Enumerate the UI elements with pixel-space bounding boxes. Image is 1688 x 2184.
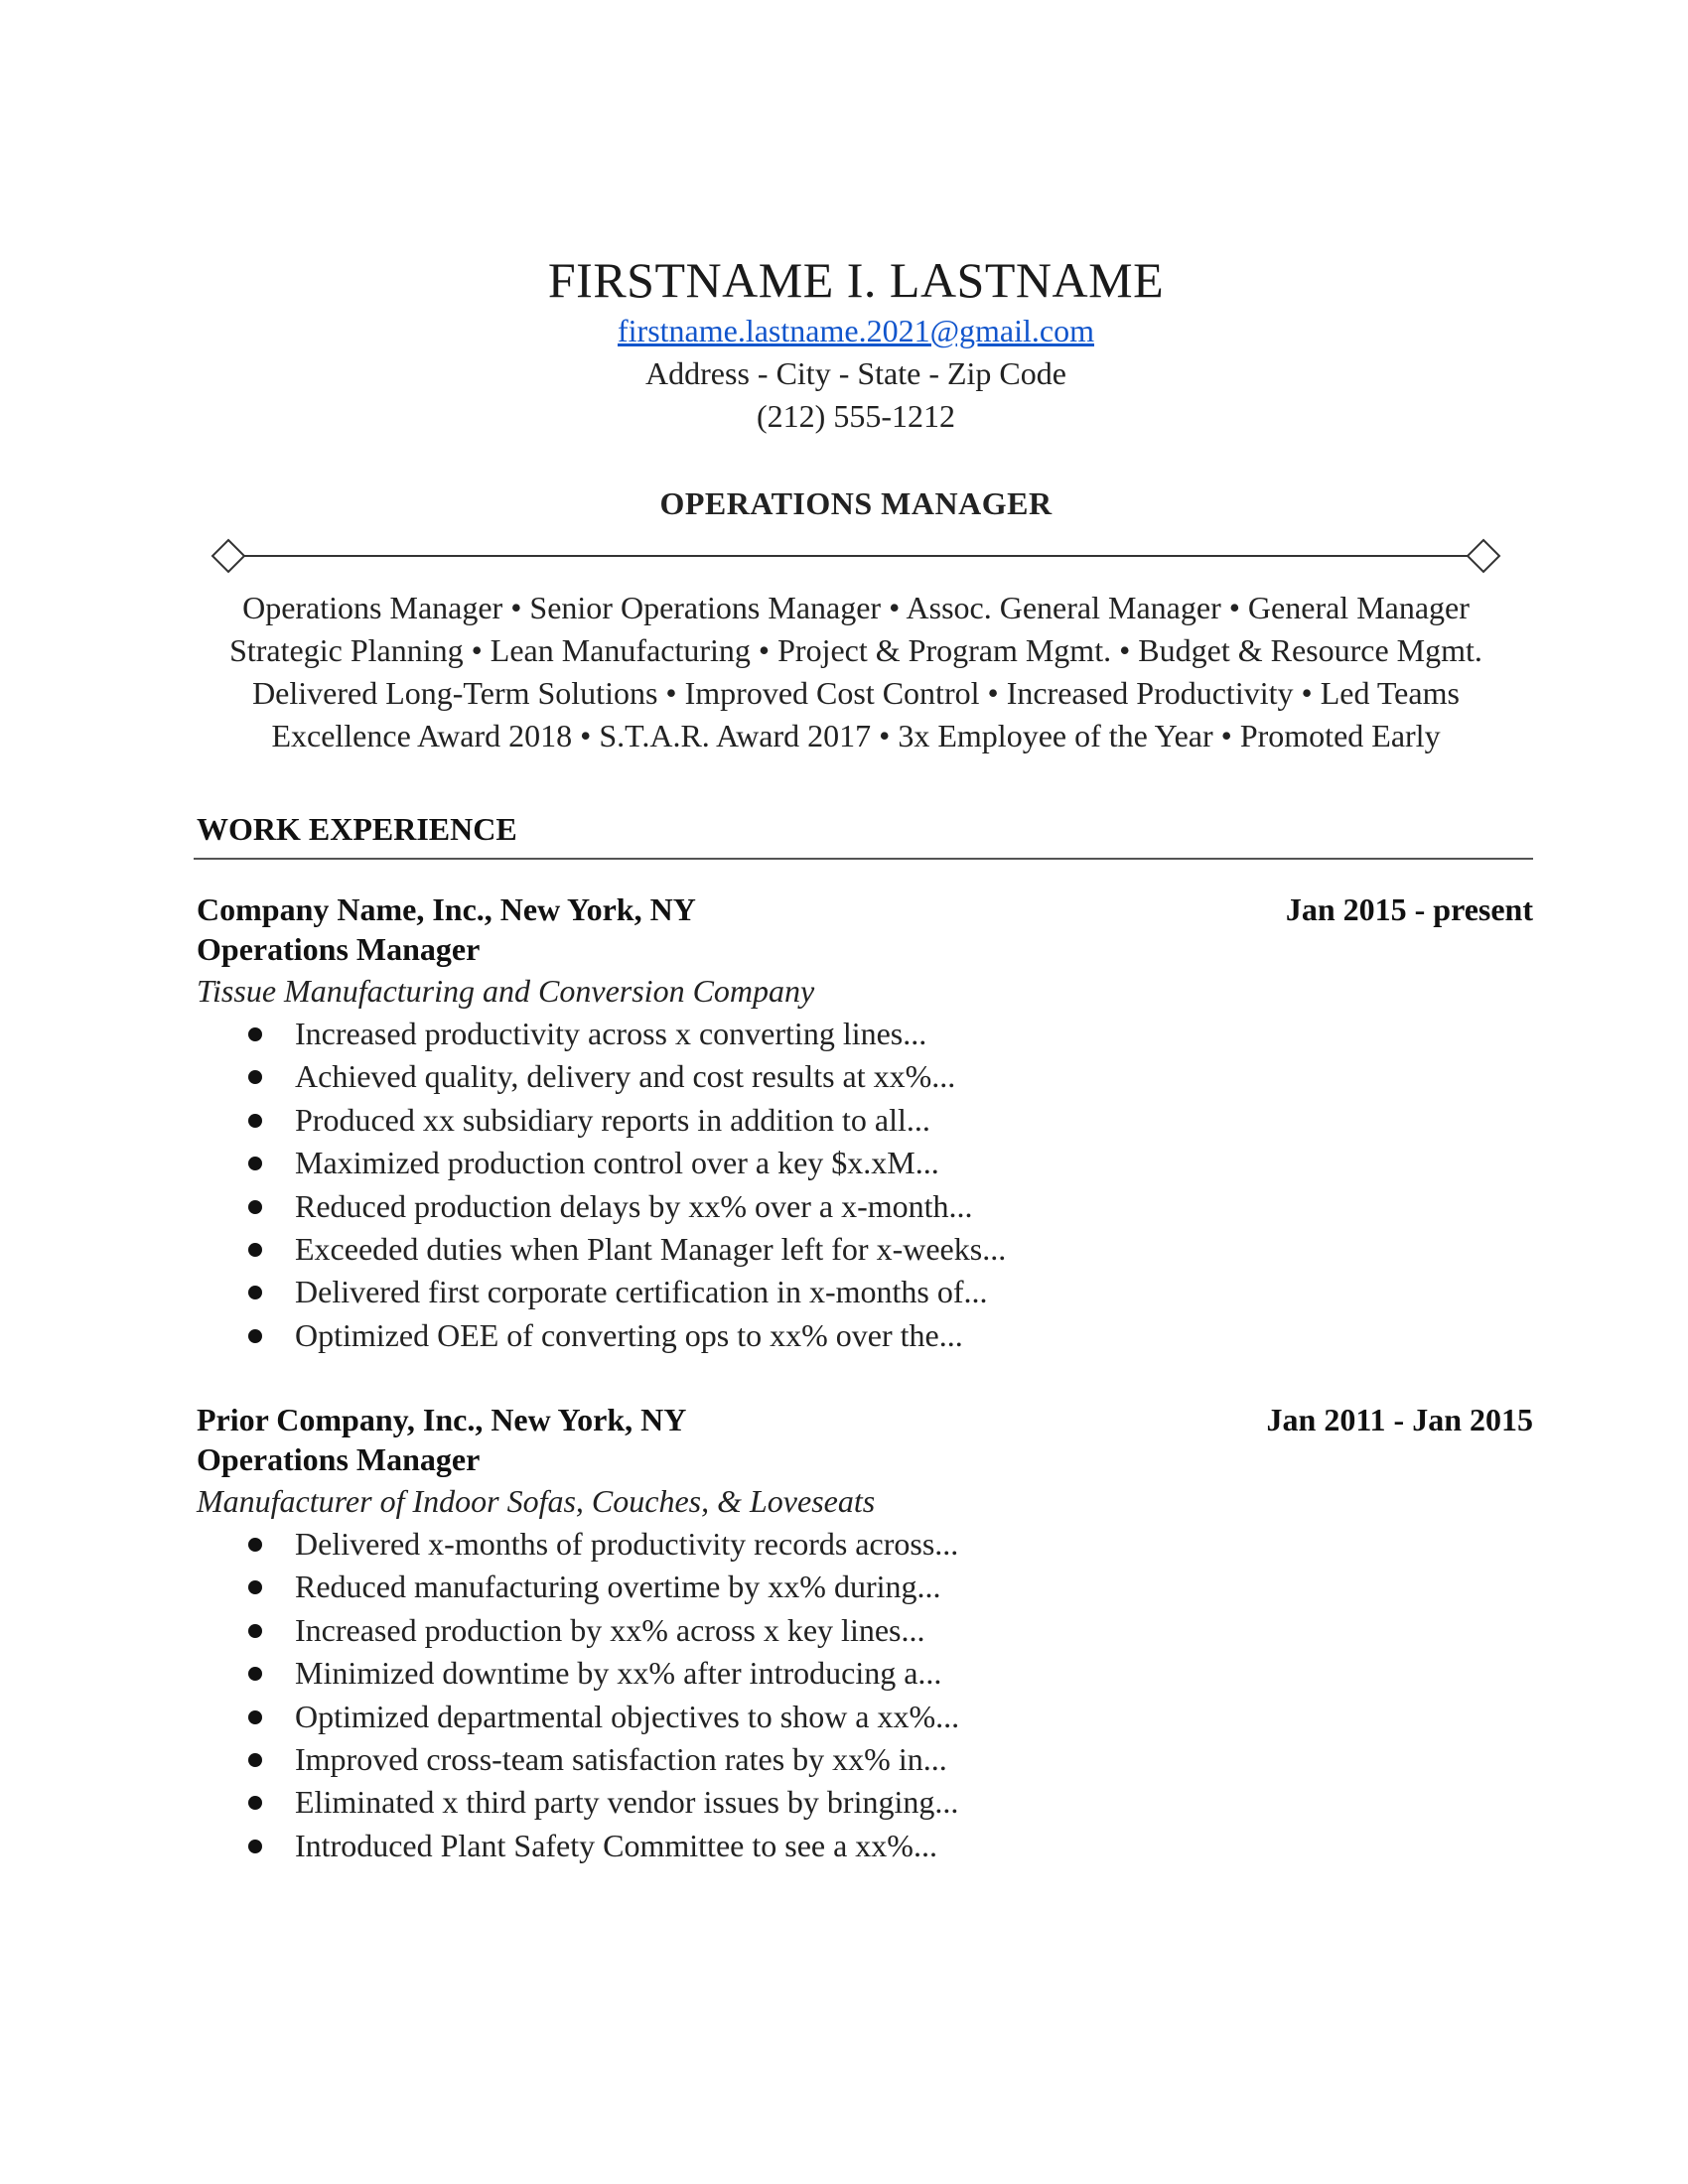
bullet-icon [248,1624,262,1638]
list-item [197,1652,1533,1695]
company-name: Prior Company, Inc., New York, NY [197,1402,687,1437]
bullet-icon [248,1070,262,1084]
bullet-text: Optimized departmental objectives to show a xx%... [295,1698,960,1734]
left-diamond-icon [212,540,244,572]
list-item [197,1696,1533,1738]
job-role: Operations Manager [197,1441,481,1477]
bullet-icon [248,1243,262,1257]
list-item [197,1523,1533,1566]
list-item [197,1013,1533,1055]
summary-line: Strategic Planning • Lean Manufacturing • Project & Program Mgmt. • Budget & Resource Mgmt. [229,632,1482,668]
summary-line: Delivered Long-Term Solutions • Improved Cost Control • Increased Productivity • Led Teams [252,675,1460,711]
list-item [197,1609,1533,1652]
job-role: Operations Manager [197,931,481,967]
candidate-name: FIRSTNAME I. LASTNAME [547,252,1165,308]
summary-line: Operations Manager • Senior Operations Manager • Assoc. General Manager • General Manager [242,590,1470,625]
company-description: Tissue Manufacturing and Conversion Company [197,973,815,1009]
list-item [197,1314,1533,1357]
bullet-icon [248,1157,262,1170]
company-name: Company Name, Inc., New York, NY [197,891,696,927]
bullet-text: Produced xx subsidiary reports in addition to all... [295,1101,930,1138]
bullet-icon [248,1538,262,1552]
achievement-list [197,1523,1533,1867]
bullet-text: Introduced Plant Safety Committee to see a xx%... [295,1827,937,1863]
list-item [197,1825,1533,1867]
section-heading-work-experience: WORK EXPERIENCE [197,811,517,847]
bullet-text: Exceeded duties when Plant Manager left for x-weeks... [295,1231,1007,1268]
email-link[interactable]: firstname.lastname.2021@gmail.com [617,313,1094,348]
phone-line: (212) 555-1212 [757,398,955,434]
bullet-text: Eliminated x third party vendor issues by bringing... [295,1784,959,1821]
bullet-icon [248,1710,262,1724]
job-header-row [197,1400,1533,1439]
summary-line: Excellence Award 2018 • S.T.A.R. Award 2017 • 3x Employee of the Year • Promoted Early [271,718,1441,753]
section-divider [194,858,1533,860]
bullet-icon [248,1667,262,1681]
job-dates: Jan 2011 - Jan 2015 [1266,1402,1533,1437]
bullet-text: Maximized production control over a key $x.xM... [295,1145,939,1181]
bullet-text: Increased productivity across x converting lines... [295,1016,927,1051]
bullet-text: Delivered x-months of productivity records across... [295,1526,959,1562]
list-item [197,1781,1533,1824]
list-item [197,1228,1533,1271]
bullet-icon [248,1796,262,1810]
list-item [197,1271,1533,1313]
bullet-text: Delivered first corporate certification in x-months of... [295,1274,988,1310]
job-dates: Jan 2015 - present [1285,891,1533,927]
bullet-text: Increased production by xx% across x key lines... [295,1611,925,1648]
bullet-text: Reduced manufacturing overtime by xx% during... [295,1569,941,1605]
bullet-text: Minimized downtime by xx% after introducing a... [295,1655,942,1692]
bullet-text: Achieved quality, delivery and cost results at xx%... [295,1058,956,1095]
job-header-row [197,889,1533,929]
job-title-heading: OPERATIONS MANAGER [659,485,1053,521]
job-entry [197,1400,1533,1867]
bullet-icon [248,1200,262,1214]
list-item [197,1142,1533,1184]
address-line: Address - City - State - Zip Code [645,355,1066,391]
list-item [197,1566,1533,1608]
achievement-list [197,1013,1533,1357]
list-item [197,1099,1533,1142]
company-description: Manufacturer of Indoor Sofas, Couches, & Loveseats [197,1483,876,1519]
bullet-icon [248,1329,262,1343]
list-item [197,1055,1533,1098]
bullet-icon [248,1580,262,1594]
bullet-icon [248,1753,262,1767]
bullet-icon [248,1840,262,1853]
bullet-icon [248,1114,262,1128]
right-diamond-icon [1468,540,1499,572]
bullet-text: Improved cross-team satisfaction rates by xx% in... [295,1741,947,1778]
bullet-text: Optimized OEE of converting ops to xx% over the... [295,1316,963,1353]
diamond-divider [211,536,1501,576]
bullet-icon [248,1027,262,1041]
list-item [197,1185,1533,1228]
bullet-text: Reduced production delays by xx% over a x-month... [295,1187,973,1224]
bullet-icon [248,1286,262,1299]
list-item [197,1738,1533,1781]
job-entry [197,889,1533,1357]
email-line [0,310,1688,351]
